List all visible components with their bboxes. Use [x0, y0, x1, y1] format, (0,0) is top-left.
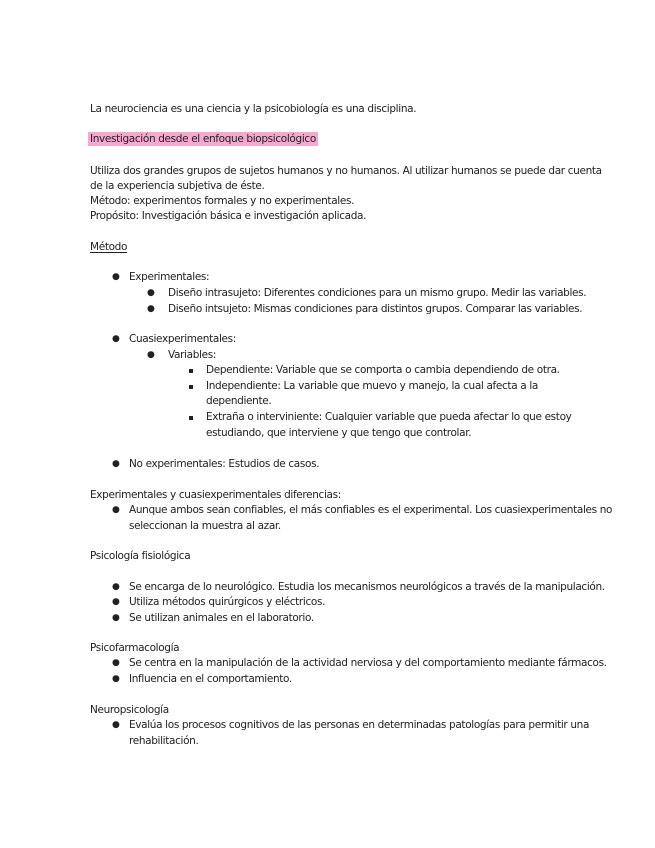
bullet-icon: ●: [112, 459, 120, 469]
metodo-heading: Método: [90, 241, 128, 253]
list-item-continuation: dependiente.: [206, 395, 272, 407]
square-bullet-icon: [189, 369, 193, 373]
list-item: Evalúa los procesos cognitivos de las personas en determinadas patologías para permitir una: [129, 719, 590, 731]
bullet-icon: ●: [112, 597, 120, 607]
square-bullet-icon: [189, 385, 193, 389]
bullet-icon: ●: [112, 658, 120, 668]
bullet-icon: ●: [112, 720, 120, 730]
bullet-icon: ●: [112, 582, 120, 592]
section-heading-highlighted: [90, 132, 318, 146]
list-item: Se centra en la manipulación de la actividad nerviosa y del comportamiento mediante fármacos.: [129, 657, 607, 669]
list-item: Se utilizan animales en el laboratorio.: [129, 612, 314, 624]
list-item-continuation: estudiando, que interviene y que tengo que controlar.: [206, 427, 472, 439]
list-item: Se encarga de lo neurológico. Estudia los mecanismos neurológicos a través de la manipulación.: [129, 581, 605, 593]
bullet-icon: ●: [147, 288, 155, 298]
bullet-icon: ●: [147, 304, 155, 314]
highlighted-heading-text: Investigación desde el enfoque biopsicológico: [90, 133, 316, 145]
list-item: Diseño intsujeto: Mismas condiciones para distintos grupos. Comparar las variables.: [168, 303, 583, 315]
list-item: Influencia en el comportamiento.: [129, 673, 292, 685]
bullet-icon: ●: [112, 674, 120, 684]
list-item: Independiente: La variable que muevo y manejo, la cual afecta a la: [206, 380, 538, 392]
section-heading: Psicofarmacología: [90, 642, 180, 654]
list-item: Extraña o interviniente: Cualquier variable que pueda afectar lo que estoy: [206, 411, 572, 423]
paragraph-line: Utiliza dos grandes grupos de sujetos humanos y no humanos. Al utilizar humanos se puede dar cuenta: [90, 165, 602, 177]
section-heading: Experimentales y cuasiexperimentales diferencias:: [90, 489, 341, 501]
list-item: Diseño intrasujeto: Diferentes condiciones para un mismo grupo. Medir las variables.: [168, 287, 587, 299]
section-heading: Psicología fisiológica: [90, 550, 191, 562]
bullet-icon: ●: [147, 350, 155, 360]
bullet-icon: ●: [112, 505, 120, 515]
bullet-icon: ●: [112, 613, 120, 623]
list-item: Dependiente: Variable que se comporta o cambia dependiendo de otra.: [206, 364, 560, 376]
paragraph-line: de la experiencia subjetiva de éste.: [90, 180, 265, 192]
list-item: Cuasiexperimentales:: [129, 333, 236, 345]
list-item-continuation: rehabilitación.: [129, 735, 199, 747]
square-bullet-icon: [189, 416, 193, 420]
list-item: Variables:: [168, 349, 217, 361]
section-heading: Neuropsicología: [90, 704, 169, 716]
bullet-icon: ●: [112, 334, 120, 344]
paragraph-line: Método: experimentos formales y no experimentales.: [90, 195, 355, 207]
paragraph-line: Propósito: Investigación básica e investigación aplicada.: [90, 210, 367, 222]
list-item: Utiliza métodos quirúrgicos y eléctricos.: [129, 596, 326, 608]
bullet-icon: ●: [112, 272, 120, 282]
list-item: Aunque ambos sean confiables, el más confiables es el experimental. Los cuasiexperimentales no: [129, 504, 613, 516]
list-item-continuation: seleccionan la muestra al azar.: [129, 520, 281, 532]
list-item: Experimentales:: [129, 271, 210, 283]
intro-text: La neurociencia es una ciencia y la psicobiología es una disciplina.: [90, 103, 417, 115]
list-item: No experimentales: Estudios de casos.: [129, 458, 320, 470]
